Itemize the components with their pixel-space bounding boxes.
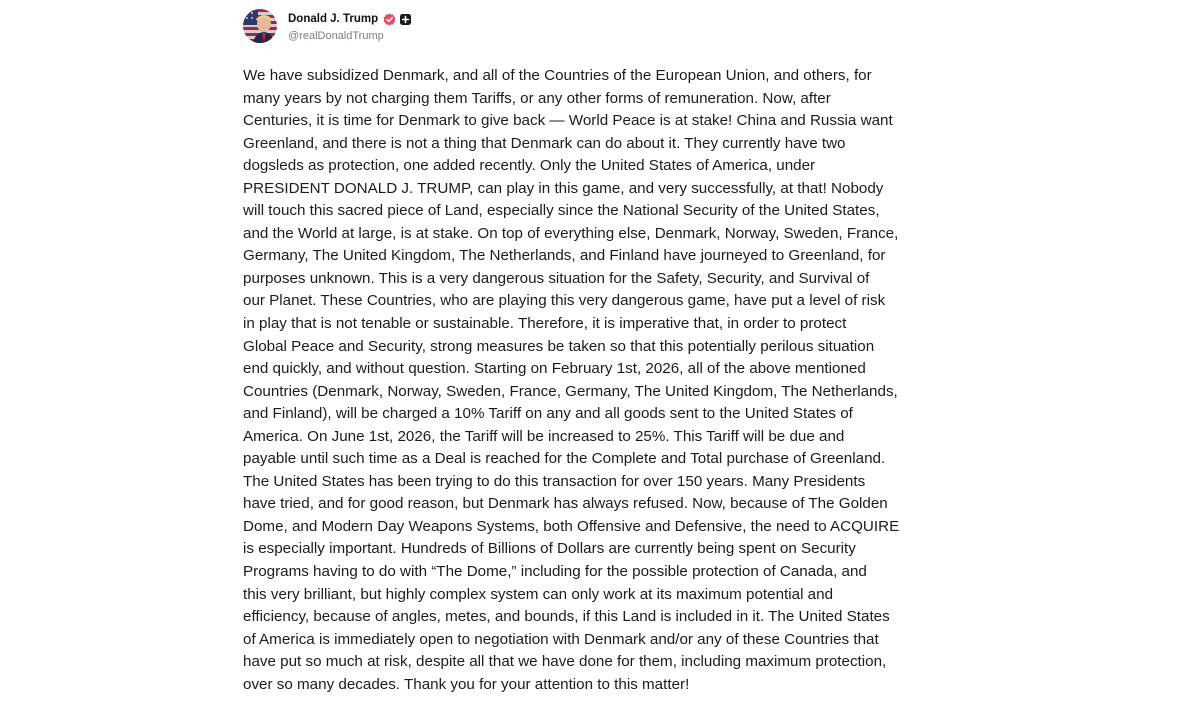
- author-identity: [288, 10, 411, 42]
- post-line: this very brilliant, but highly complex system can only work at its maximum potential and: [243, 585, 834, 603]
- post-line: America. On June 1st, 2026, the Tariff will be increased to 25%. This Tariff will be due and: [243, 427, 845, 445]
- post-line: of America is immediately open to negotiation with Denmark and/or any of these Countries that: [243, 630, 879, 648]
- post-line: end quickly, and without question. Starting on February 1st, 2026, all of the above mentioned: [243, 360, 866, 378]
- post-line: and the World at large, is at stake. On top of everything else, Denmark, Norway, Sweden, France,: [243, 224, 899, 242]
- post-line: PRESIDENT DONALD J. TRUMP, can play in this game, and very successfully, at that! Nobody: [243, 179, 884, 197]
- post: [243, 6, 933, 696]
- post-line: is especially important. Hundreds of Billions of Dollars are currently being spent on Security: [243, 540, 856, 558]
- post-line: many years by not charging them Tariffs, or any other forms of remuneration. Now, after: [243, 89, 831, 107]
- post-line: Dome, and Modern Day Weapons Systems, both Offensive and Defensive, the need to ACQUIRE: [243, 517, 900, 535]
- post-line: The United States has been trying to do this transaction for over 150 years. Many Presidents: [243, 472, 866, 490]
- post-line: Centuries, it is time for Denmark to give back — World Peace is at stake! China and Russia want: [243, 112, 893, 130]
- post-line: Greenland, and there is not a thing that Denmark can do about it. They currently have two: [243, 134, 846, 152]
- post-line: payable until such time as a Deal is reached for the Complete and Total purchase of Greenland.: [243, 450, 886, 468]
- post-line: our Planet. These Countries, who are playing this very dangerous game, have put a level of risk: [243, 292, 886, 310]
- post-line: have tried, and for good reason, but Denmark has always refused. Now, because of The Golden: [243, 495, 888, 513]
- post-line: Germany, The United Kingdom, The Netherlands, and Finland have journeyed to Greenland, for: [243, 247, 886, 265]
- post-line: dogsleds as protection, one added recently. Only the United States of America, under: [243, 157, 816, 175]
- post-line: purposes unknown. This is a very dangerous situation for the Safety, Security, and Survival of: [243, 269, 870, 287]
- post-line: will touch this sacred piece of Land, especially since the National Security of the United States,: [243, 202, 880, 220]
- post-line: in play that is not tenable or sustainable. Therefore, it is imperative that, in order to protect: [243, 315, 847, 333]
- post-line: Global Peace and Security, strong measures be taken so that this potentially perilous situation: [243, 337, 875, 355]
- avatar[interactable]: [243, 9, 277, 43]
- post-header: [243, 6, 933, 46]
- post-line: and Finland), will be charged a 10% Tariff on any and all goods sent to the United States of: [243, 405, 853, 423]
- post-body: [243, 65, 933, 696]
- user-handle[interactable]: @realDonaldTrump: [288, 30, 384, 42]
- verified-badge-icon: [383, 13, 396, 26]
- post-line: efficiency, because of angles, metes, and bounds, if this Land is included in it. The United States: [243, 608, 890, 626]
- post-line: Programs having to do with “The Dome,” including for the possible protection of Canada, and: [243, 563, 867, 581]
- post-line: have put so much at risk, despite all that we have done for them, including maximum protection,: [243, 653, 887, 671]
- avatar-image: [243, 9, 277, 43]
- post-line: over so many decades. Thank you for your attention to this matter!: [243, 675, 690, 693]
- post-line: We have subsidized Denmark, and all of the Countries of the European Union, and others, for: [243, 67, 872, 84]
- post-line: Countries (Denmark, Norway, Sweden, France, Germany, The United Kingdom, The Netherlands,: [243, 382, 898, 400]
- display-name[interactable]: Donald J. Trump: [288, 13, 379, 25]
- name-row: [288, 10, 411, 28]
- plus-square-icon[interactable]: [400, 14, 411, 25]
